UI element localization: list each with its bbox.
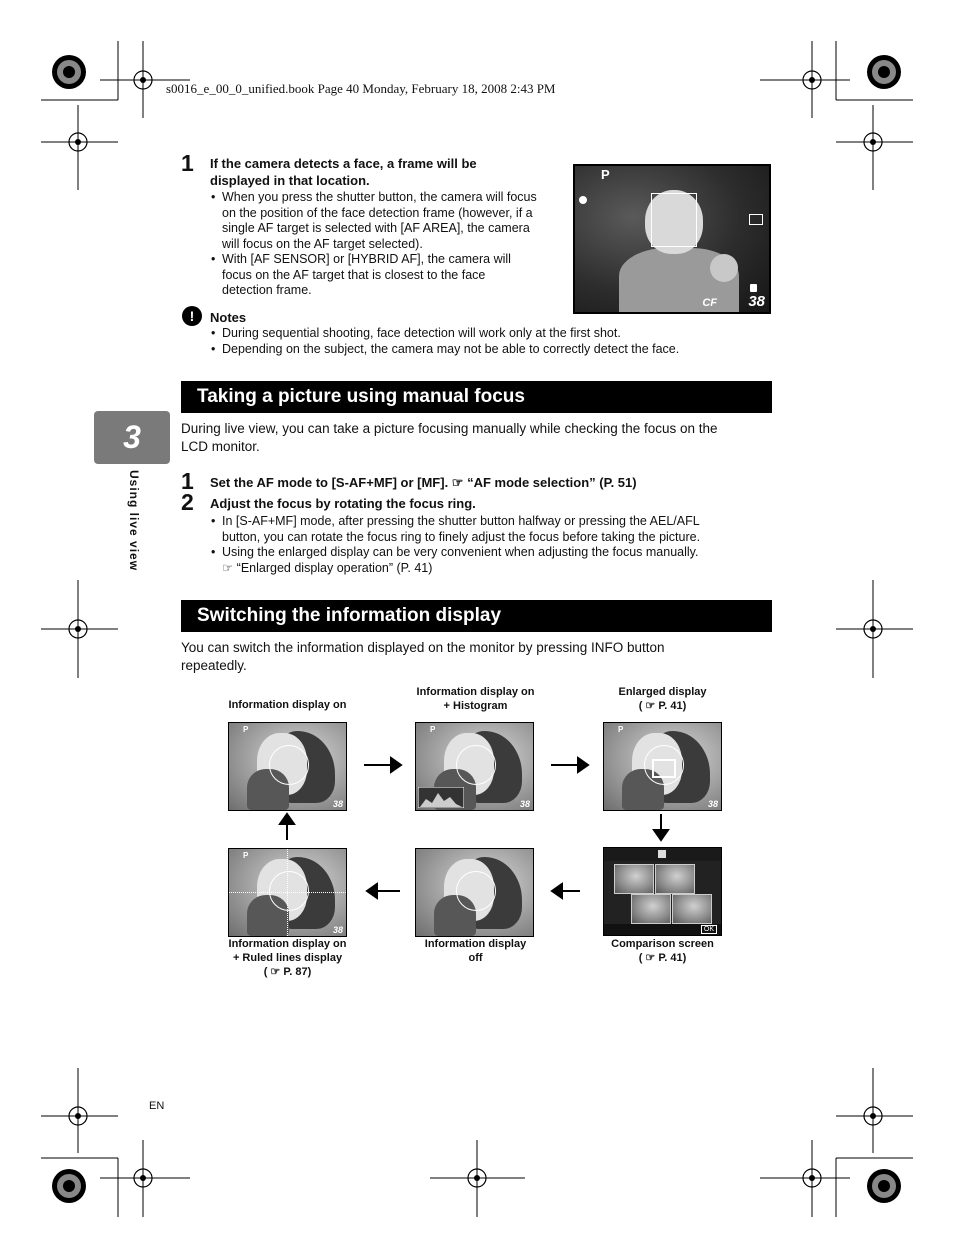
caption-comparison (585, 937, 740, 965)
intro-line: repeatedly. (181, 658, 247, 673)
face-detection-bullets (210, 190, 562, 299)
screen-ruled-lines (228, 848, 347, 937)
side-label-text: Using live view (127, 470, 141, 572)
manual-focus-intro (181, 420, 771, 456)
bullet-line: single AF target is selected with [AF AREA], the camera (222, 221, 530, 235)
step-number: 2 (181, 489, 194, 515)
shooting-mode-indicator: P (601, 167, 610, 182)
screen-histogram (415, 722, 534, 811)
comparison-cell (631, 894, 671, 924)
ok-button-icon: OK (701, 925, 717, 934)
screen-enlarged (603, 722, 722, 811)
step-text: Set the AF mode to [S-AF+MF] or [MF]. ☞ “AF mode selection” (P. 51) (210, 475, 637, 490)
comparison-cell (614, 864, 654, 894)
step-text: Adjust the focus by rotating the focus ring. (210, 496, 476, 511)
bullet-line: • When you press the shutter button, the camera will focus (222, 190, 537, 204)
exposure-icon (658, 850, 666, 858)
bullet-line: • With [AF SENSOR] or [HYBRID AF], the camera will (222, 252, 511, 266)
caption-line: + Histogram (443, 700, 508, 712)
caption-enlarged (585, 685, 740, 713)
af-target-circle (456, 871, 496, 911)
bullet-line: detection frame. (222, 283, 312, 297)
shooting-mode-indicator: P (430, 725, 436, 734)
caption-info-off (398, 937, 553, 965)
face-detection-frame (651, 193, 697, 247)
step-number: 1 (181, 468, 194, 494)
ruled-line-horizontal (229, 892, 346, 893)
caption-line: Information display (424, 938, 527, 950)
shooting-mode-indicator: P (243, 851, 249, 860)
intro-line: You can switch the information displayed on the monitor by pressing INFO button (181, 640, 665, 655)
bullet-item (210, 545, 770, 576)
caption-line: Information display on (228, 938, 347, 950)
comparison-bottom-bar (604, 924, 721, 935)
shots-remaining: 38 (332, 799, 343, 809)
caption-info-on: Information display on (228, 699, 347, 711)
bullet-line: will focus on the AF target selected). (222, 236, 423, 251)
notes-list (210, 326, 770, 357)
info-display-intro (181, 639, 771, 675)
bullet-line: • Using the enlarged display can be very convenient when adjusting the focus manually. (222, 545, 699, 559)
comparison-cell (655, 864, 695, 894)
comparison-cell (672, 894, 712, 924)
face-detect-icon (579, 196, 587, 204)
bullet-item (210, 190, 562, 252)
bullet-line: button, you can rotate the focus ring to finely adjust the focus before taking the picture. (222, 529, 701, 544)
language-code: EN (149, 1100, 165, 1112)
shots-remaining: 38 (519, 799, 530, 809)
caption-line: off (468, 952, 483, 964)
face-detection-photo (573, 164, 771, 314)
section-heading: Switching the information display (181, 600, 772, 632)
bullet-item (210, 252, 562, 299)
screen-info-off (415, 848, 534, 937)
caption-line: ( ☞ P. 41) (638, 700, 687, 712)
bullet-line: ☞ “Enlarged display operation” (P. 41) (222, 560, 433, 575)
photo-subject-hand (710, 254, 738, 282)
shots-remaining: 38 (332, 925, 343, 935)
screen-comparison (603, 847, 722, 936)
step-number: 1 (181, 150, 194, 176)
intro-line: LCD monitor. (181, 439, 260, 454)
intro-line: During live view, you can take a picture focusing manually while checking the focus on the (181, 421, 718, 436)
notes-title: Notes (210, 310, 247, 325)
af-target-circle (456, 745, 496, 785)
bullet-item (210, 514, 770, 545)
shooting-mode-indicator: P (243, 725, 249, 734)
caption-histogram (398, 685, 553, 713)
caption-line: ( ☞ P. 87) (263, 966, 312, 978)
comparison-top-bar (604, 848, 721, 861)
shots-remaining: 38 (707, 799, 718, 809)
screen-info-on (228, 722, 347, 811)
note-item: • During sequential shooting, face detection will work only at the first shot. (210, 326, 770, 342)
step-text-line: If the camera detects a face, a frame will be (210, 156, 477, 171)
step-text-line: displayed in that location. (210, 173, 370, 188)
caption-line: Enlarged display (618, 686, 707, 698)
section-heading: Taking a picture using manual focus (181, 381, 772, 413)
caption-ruled-lines (210, 937, 365, 979)
bullet-line: • In [S-AF+MF] mode, after pressing the shutter button halfway or pressing the AEL/AFL (222, 514, 700, 528)
histogram-icon (418, 787, 464, 808)
chapter-tab: 3 (94, 411, 170, 464)
warning-icon: ! (182, 306, 202, 326)
af-mode-icon (749, 214, 763, 225)
af-target-circle (269, 745, 309, 785)
caption-line: + Ruled lines display (232, 952, 343, 964)
caption-line: ( ☞ P. 41) (638, 952, 687, 964)
bullet-line: on the position of the face detection frame (however, if a (222, 205, 533, 220)
shooting-mode-indicator: P (618, 725, 624, 734)
af-target-circle (269, 871, 309, 911)
manual-focus-bullets (210, 514, 770, 576)
card-indicator: CF (702, 297, 717, 309)
enlarge-frame (652, 759, 676, 778)
bullet-line: focus on the AF target that is closest to the face (222, 267, 486, 282)
record-icon (750, 284, 757, 292)
face-detection-step (210, 155, 560, 189)
chapter-side-label (127, 470, 189, 586)
caption-line: Information display on (416, 686, 535, 698)
print-header: s0016_e_00_0_unified.book Page 40 Monday, February 18, 2008 2:43 PM (166, 81, 556, 96)
shots-remaining: 38 (748, 293, 765, 310)
caption-line: Comparison screen (611, 938, 714, 950)
note-item: • Depending on the subject, the camera may not be able to correctly detect the face. (210, 342, 770, 358)
